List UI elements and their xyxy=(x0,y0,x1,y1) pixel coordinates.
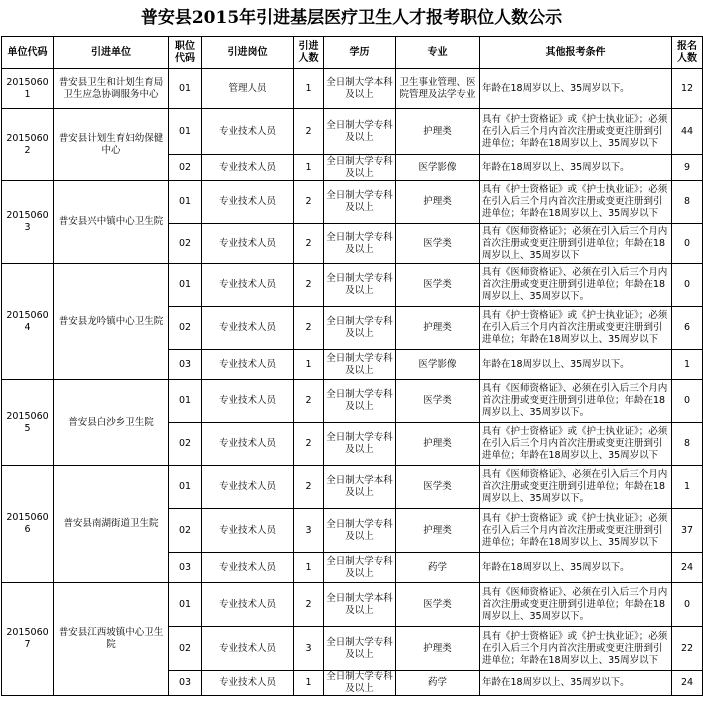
education-cell: 全日制大学专科及以上 xyxy=(324,671,396,696)
post-cell: 专业技术人员 xyxy=(202,671,294,696)
unit-code-cell: 20150604 xyxy=(2,264,54,380)
count-cell: 3 xyxy=(294,627,324,671)
major-cell: 护理类 xyxy=(396,181,480,224)
post-cell: 专业技术人员 xyxy=(202,380,294,423)
table-row xyxy=(2,69,703,109)
major-cell: 护理类 xyxy=(396,423,480,466)
applied-cell: 9 xyxy=(672,155,703,181)
unit-code-cell: 20150605 xyxy=(2,380,54,466)
position-code-cell: 03 xyxy=(169,350,202,380)
position-code-cell: 01 xyxy=(169,466,202,509)
table-body xyxy=(2,69,703,696)
conditions-cell: 具有《医师资格证》；必须在引入后三个月内首次注册或变更注册到引进单位；年龄在18周岁以上、35周岁以下 xyxy=(480,224,672,264)
conditions-cell: 年龄在18周岁以上、35周岁以下。 xyxy=(480,671,672,696)
major-cell: 医学影像 xyxy=(396,350,480,380)
applied-cell: 44 xyxy=(672,109,703,155)
post-cell: 专业技术人员 xyxy=(202,224,294,264)
education-cell: 全日制大学专科及以上 xyxy=(324,423,396,466)
education-cell: 全日制大学专科及以上 xyxy=(324,553,396,583)
unit-code-cell: 20150606 xyxy=(2,466,54,583)
major-cell: 药学 xyxy=(396,553,480,583)
positions-table xyxy=(1,36,703,696)
applied-cell: 1 xyxy=(672,466,703,509)
post-cell: 专业技术人员 xyxy=(202,155,294,181)
count-cell: 2 xyxy=(294,466,324,509)
conditions-cell: 具有《护士资格证》或《护士执业证》；必须在引入后三个月内首次注册或变更注册到引进单位；年龄在18周岁以上、35周岁以下 xyxy=(480,423,672,466)
post-cell: 专业技术人员 xyxy=(202,181,294,224)
header-position-code: 职位代码 xyxy=(169,37,202,69)
position-code-cell: 01 xyxy=(169,69,202,109)
post-cell: 专业技术人员 xyxy=(202,109,294,155)
position-code-cell: 01 xyxy=(169,583,202,627)
position-code-cell: 01 xyxy=(169,380,202,423)
conditions-cell: 年龄在18周岁以上、35周岁以下。 xyxy=(480,155,672,181)
conditions-cell: 具有《医师资格证》、必须在引入后三个月内首次注册或变更注册到引进单位；年龄在18周岁以上、35周岁以下。 xyxy=(480,583,672,627)
header-count: 引进人数 xyxy=(294,37,324,69)
header-post: 引进岗位 xyxy=(202,37,294,69)
post-cell: 专业技术人员 xyxy=(202,423,294,466)
major-cell: 护理类 xyxy=(396,627,480,671)
table-row xyxy=(2,264,703,307)
table-row xyxy=(2,181,703,224)
major-cell: 护理类 xyxy=(396,307,480,350)
header-unit-name: 引进单位 xyxy=(54,37,169,69)
count-cell: 1 xyxy=(294,671,324,696)
post-cell: 专业技术人员 xyxy=(202,466,294,509)
applied-cell: 0 xyxy=(672,224,703,264)
count-cell: 2 xyxy=(294,264,324,307)
post-cell: 专业技术人员 xyxy=(202,307,294,350)
count-cell: 1 xyxy=(294,69,324,109)
applied-cell: 37 xyxy=(672,509,703,553)
conditions-cell: 具有《护士资格证》或《护士执业证》；必须在引入后三个月内首次注册或变更注册到引进单位；年龄在18周岁以上、35周岁以下 xyxy=(480,181,672,224)
education-cell: 全日制大学专科及以上 xyxy=(324,181,396,224)
major-cell: 护理类 xyxy=(396,109,480,155)
conditions-cell: 具有《护士资格证》或《护士执业证》；必须在引入后三个月内首次注册或变更注册到引进单位；年龄在18周岁以上、35周岁以下 xyxy=(480,509,672,553)
header-education: 学历 xyxy=(324,37,396,69)
education-cell: 全日制大学专科及以上 xyxy=(324,155,396,181)
count-cell: 2 xyxy=(294,109,324,155)
education-cell: 全日制大学专科及以上 xyxy=(324,307,396,350)
count-cell: 2 xyxy=(294,307,324,350)
conditions-cell: 年龄在18周岁以上、35周岁以下。 xyxy=(480,69,672,109)
count-cell: 1 xyxy=(294,350,324,380)
position-code-cell: 01 xyxy=(169,264,202,307)
applied-cell: 8 xyxy=(672,423,703,466)
major-cell: 医学类 xyxy=(396,466,480,509)
education-cell: 全日制大学专科及以上 xyxy=(324,350,396,380)
table-row xyxy=(2,109,703,155)
unit-name-cell: 普安县龙吟镇中心卫生院 xyxy=(54,264,169,380)
education-cell: 全日制大学专科及以上 xyxy=(324,109,396,155)
position-code-cell: 02 xyxy=(169,423,202,466)
table-row xyxy=(2,466,703,509)
table-row xyxy=(2,583,703,627)
page-title: 普安县2015年引进基层医疗卫生人才报考职位人数公示 xyxy=(140,8,563,28)
position-code-cell: 02 xyxy=(169,509,202,553)
position-code-cell: 01 xyxy=(169,181,202,224)
education-cell: 全日制大学专科及以上 xyxy=(324,224,396,264)
conditions-cell: 具有《护士资格证》或《护士执业证》；必须在引入后三个月内首次注册或变更注册到引进单位；年龄在18周岁以上、35周岁以下 xyxy=(480,109,672,155)
unit-name-cell: 普安县兴中镇中心卫生院 xyxy=(54,181,169,264)
unit-code-cell: 20150601 xyxy=(2,69,54,109)
education-cell: 全日制大学专科及以上 xyxy=(324,380,396,423)
unit-code-cell: 20150603 xyxy=(2,181,54,264)
table-header-row xyxy=(2,37,703,69)
post-cell: 专业技术人员 xyxy=(202,553,294,583)
count-cell: 2 xyxy=(294,423,324,466)
applied-cell: 1 xyxy=(672,350,703,380)
count-cell: 2 xyxy=(294,583,324,627)
position-code-cell: 02 xyxy=(169,224,202,264)
count-cell: 2 xyxy=(294,380,324,423)
applied-cell: 24 xyxy=(672,553,703,583)
conditions-cell: 年龄在18周岁以上、35周岁以下。 xyxy=(480,350,672,380)
position-code-cell: 02 xyxy=(169,155,202,181)
post-cell: 专业技术人员 xyxy=(202,350,294,380)
header-major: 专业 xyxy=(396,37,480,69)
major-cell: 医学类 xyxy=(396,583,480,627)
applied-cell: 22 xyxy=(672,627,703,671)
major-cell: 药学 xyxy=(396,671,480,696)
unit-name-cell: 普安县南湖街道卫生院 xyxy=(54,466,169,583)
unit-name-cell: 普安县江西坡镇中心卫生院 xyxy=(54,583,169,696)
applied-cell: 0 xyxy=(672,264,703,307)
table-row xyxy=(2,380,703,423)
education-cell: 全日制大学专科及以上 xyxy=(324,509,396,553)
position-code-cell: 03 xyxy=(169,671,202,696)
applied-cell: 0 xyxy=(672,583,703,627)
conditions-cell: 具有《医师资格证》、必须在引入后三个月内首次注册或变更注册到引进单位；年龄在18周岁以上、35周岁以下。 xyxy=(480,466,672,509)
unit-name-cell: 普安县计划生育妇幼保健中心 xyxy=(54,109,169,181)
position-code-cell: 02 xyxy=(169,307,202,350)
conditions-cell: 年龄在18周岁以上、35周岁以下。 xyxy=(480,553,672,583)
count-cell: 3 xyxy=(294,509,324,553)
major-cell: 医学类 xyxy=(396,224,480,264)
education-cell: 全日制大学专科及以上 xyxy=(324,264,396,307)
post-cell: 专业技术人员 xyxy=(202,264,294,307)
education-cell: 全日制大学本科及以上 xyxy=(324,583,396,627)
count-cell: 2 xyxy=(294,224,324,264)
education-cell: 全日制大学本科及以上 xyxy=(324,69,396,109)
header-conditions: 其他报考条件 xyxy=(480,37,672,69)
unit-code-cell: 20150607 xyxy=(2,583,54,696)
header-unit-code: 单位代码 xyxy=(2,37,54,69)
major-cell: 护理类 xyxy=(396,509,480,553)
applied-cell: 8 xyxy=(672,181,703,224)
education-cell: 全日制大学专科及以上 xyxy=(324,627,396,671)
post-cell: 管理人员 xyxy=(202,69,294,109)
post-cell: 专业技术人员 xyxy=(202,627,294,671)
major-cell: 医学影像 xyxy=(396,155,480,181)
position-code-cell: 02 xyxy=(169,627,202,671)
conditions-cell: 具有《医师资格证》、必须在引入后三个月内首次注册或变更注册到引进单位；年龄在18周岁以上、35周岁以下。 xyxy=(480,264,672,307)
applied-cell: 6 xyxy=(672,307,703,350)
position-code-cell: 01 xyxy=(169,109,202,155)
conditions-cell: 具有《医师资格证》、必须在引入后三个月内首次注册或变更注册到引进单位；年龄在18周岁以上、35周岁以下。 xyxy=(480,380,672,423)
applied-cell: 0 xyxy=(672,380,703,423)
applied-cell: 24 xyxy=(672,671,703,696)
major-cell: 医学类 xyxy=(396,264,480,307)
major-cell: 医学类 xyxy=(396,380,480,423)
post-cell: 专业技术人员 xyxy=(202,583,294,627)
major-cell: 卫生事业管理、医院管理及法学专业 xyxy=(396,69,480,109)
count-cell: 2 xyxy=(294,181,324,224)
education-cell: 全日制大学本科及以上 xyxy=(324,466,396,509)
unit-name-cell: 普安县白沙乡卫生院 xyxy=(54,380,169,466)
position-code-cell: 03 xyxy=(169,553,202,583)
count-cell: 1 xyxy=(294,553,324,583)
conditions-cell: 具有《护士资格证》或《护士执业证》；必须在引入后三个月内首次注册或变更注册到引进单位；年龄在18周岁以上、35周岁以下 xyxy=(480,307,672,350)
unit-code-cell: 20150602 xyxy=(2,109,54,181)
conditions-cell: 具有《护士资格证》或《护士执业证》；必须在引入后三个月内首次注册或变更注册到引进单位；年龄在18周岁以上、35周岁以下 xyxy=(480,627,672,671)
header-applied: 报名人数 xyxy=(672,37,703,69)
post-cell: 专业技术人员 xyxy=(202,509,294,553)
count-cell: 1 xyxy=(294,155,324,181)
applied-cell: 12 xyxy=(672,69,703,109)
unit-name-cell: 普安县卫生和计划生育局卫生应急协调服务中心 xyxy=(54,69,169,109)
